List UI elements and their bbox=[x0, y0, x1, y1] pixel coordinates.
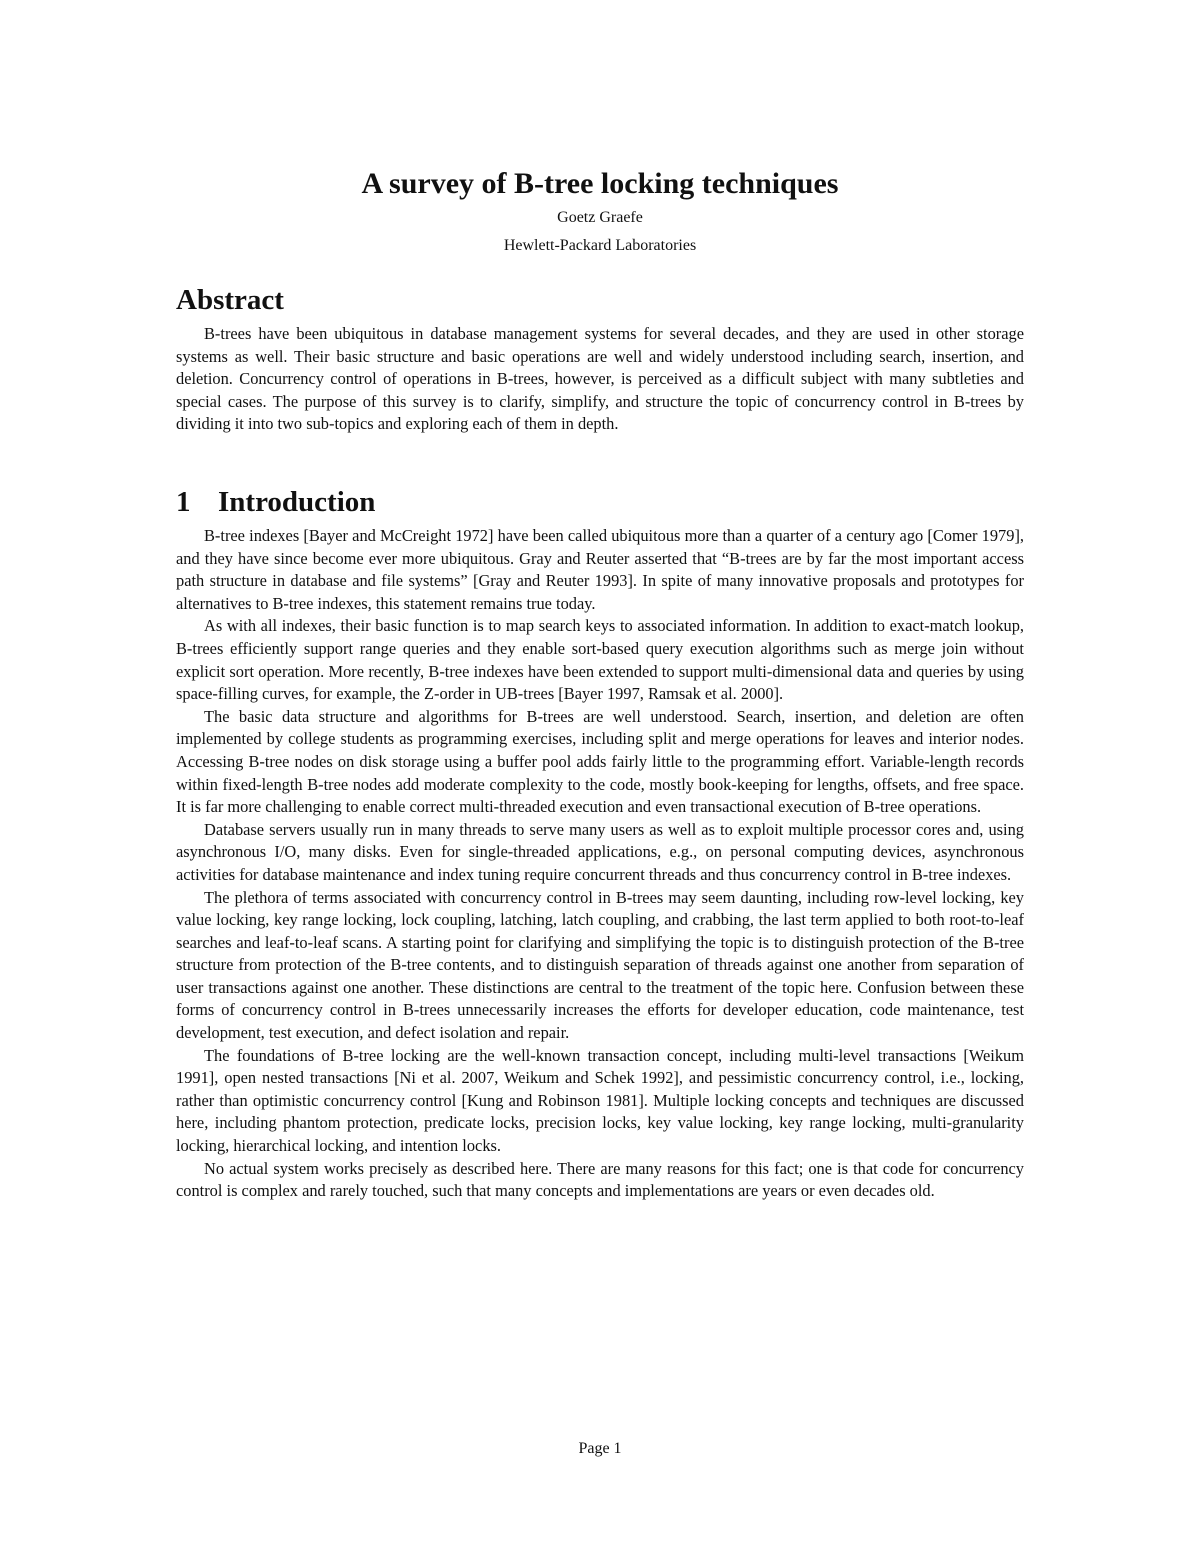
section-number: 1 bbox=[176, 486, 191, 518]
intro-paragraph-1: B-tree indexes [Bayer and McCreight 1972] have been called ubiquitous more than a quarter of a century ago [Comer 1979], and they have since become ever more ubiquitous. Gray and Reuter asserted that “B-trees are by far the most important access path structure in database and file systems” [Gray and Reuter 1993]. In spite of many innovative proposals and prototypes for alternatives to B-tree indexes, this statement remains true today. bbox=[176, 526, 1024, 613]
intro-paragraph-2: As with all indexes, their basic function is to map search keys to associated information. In addition to exact-match lookup, B-trees efficiently support range queries and they enable sort-based query execution algorithms such as merge join without explicit sort operation. More recently, B-tree indexes have been extended to support multi-dimensional data and queries by using space-filling curves, for example, the Z-order in UB-trees [Bayer 1997, Ramsak et al. 2000]. bbox=[176, 616, 1024, 704]
introduction-body bbox=[176, 525, 1024, 1203]
page-number: Page 1 bbox=[578, 1440, 622, 1457]
intro-paragraph-7: No actual system works precisely as described here. There are many reasons for this fact; one is that code for concurrency control is complex and rarely touched, such that many concepts and implementations are years or even decades old. bbox=[176, 1158, 1024, 1201]
section-title: Introduction bbox=[218, 486, 376, 518]
intro-paragraph-6: The foundations of B-tree locking are the well-known transaction concept, including multi-level transactions [Weikum 1991], open nested transactions [Ni et al. 2007, Weikum and Schek 1992], and pessimistic concurrency control, i.e., locking, rather than optimistic concurrency control [Kung and Robinson 1981]. Multiple locking concepts and techniques are discussed here, including phantom protection, predicate locks, precision locks, key value locking, key range locking, multi-granularity locking, hierarchical locking, and intention locks. bbox=[176, 1045, 1024, 1156]
intro-paragraph-3: The basic data structure and algorithms for B-trees are well understood. Search, insertion, and deletion are often implemented by college students as programming exercises, including split and merge operations for leaves and interior nodes. Accessing B-tree nodes on disk storage using a buffer pool adds fairly little to the programming effort. Variable-length records within fixed-length B-tree nodes add moderate complexity to the code, mostly book-keeping for lengths, offsets, and free space. It is far more challenging to enable correct multi-threaded execution and even transactional execution of B-tree operations. bbox=[176, 706, 1024, 817]
abstract-paragraph: B-trees have been ubiquitous in database management systems for several decades, and they are used in other storage systems as well. Their basic structure and basic operations are well and widely understood including search, insertion, and deletion. Concurrency control of operations in B-trees, however, is perceived as a difficult subject with many subtleties and special cases. The purpose of this survey is to clarify, simplify, and structure the topic of concurrency control in B-trees by dividing it into two sub-topics and exploring each of them in depth. bbox=[176, 324, 1024, 434]
intro-paragraph-5: The plethora of terms associated with concurrency control in B-trees may seem daunting, including row-level locking, key value locking, key range locking, lock coupling, latching, latch coupling, and crabbing, the last term applied to both root-to-leaf searches and leaf-to-leaf scans. A starting point for clarifying and simplifying the topic is to distinguish protection of the B-tree structure from protection of the B-tree contents, and to distinguish separation of threads against one another from separation of user transactions against one another. These distinctions are central to the treatment of the topic here. Confusion between these forms of concurrency control in B-trees unnecessarily increases the efforts for developer education, code maintenance, test development, test execution, and defect isolation and repair. bbox=[176, 887, 1024, 1043]
author-affiliation: Hewlett-Packard Laboratories bbox=[503, 237, 697, 254]
author-name: Goetz Graefe bbox=[557, 209, 643, 226]
abstract-heading: Abstract bbox=[176, 284, 284, 316]
paper-page bbox=[176, 0, 1024, 1553]
intro-paragraph-4: Database servers usually run in many threads to serve many users as well as to exploit multiple processor cores and, using asynchronous I/O, many disks. Even for single-threaded applications, e.g., on personal computing devices, asynchronous activities for database maintenance and index tuning require concurrent threads and thus concurrency control in B-tree indexes. bbox=[176, 819, 1024, 884]
abstract-body bbox=[176, 323, 1024, 436]
section-heading-introduction bbox=[176, 484, 375, 520]
paper-title: A survey of B-tree locking techniques bbox=[361, 167, 839, 200]
